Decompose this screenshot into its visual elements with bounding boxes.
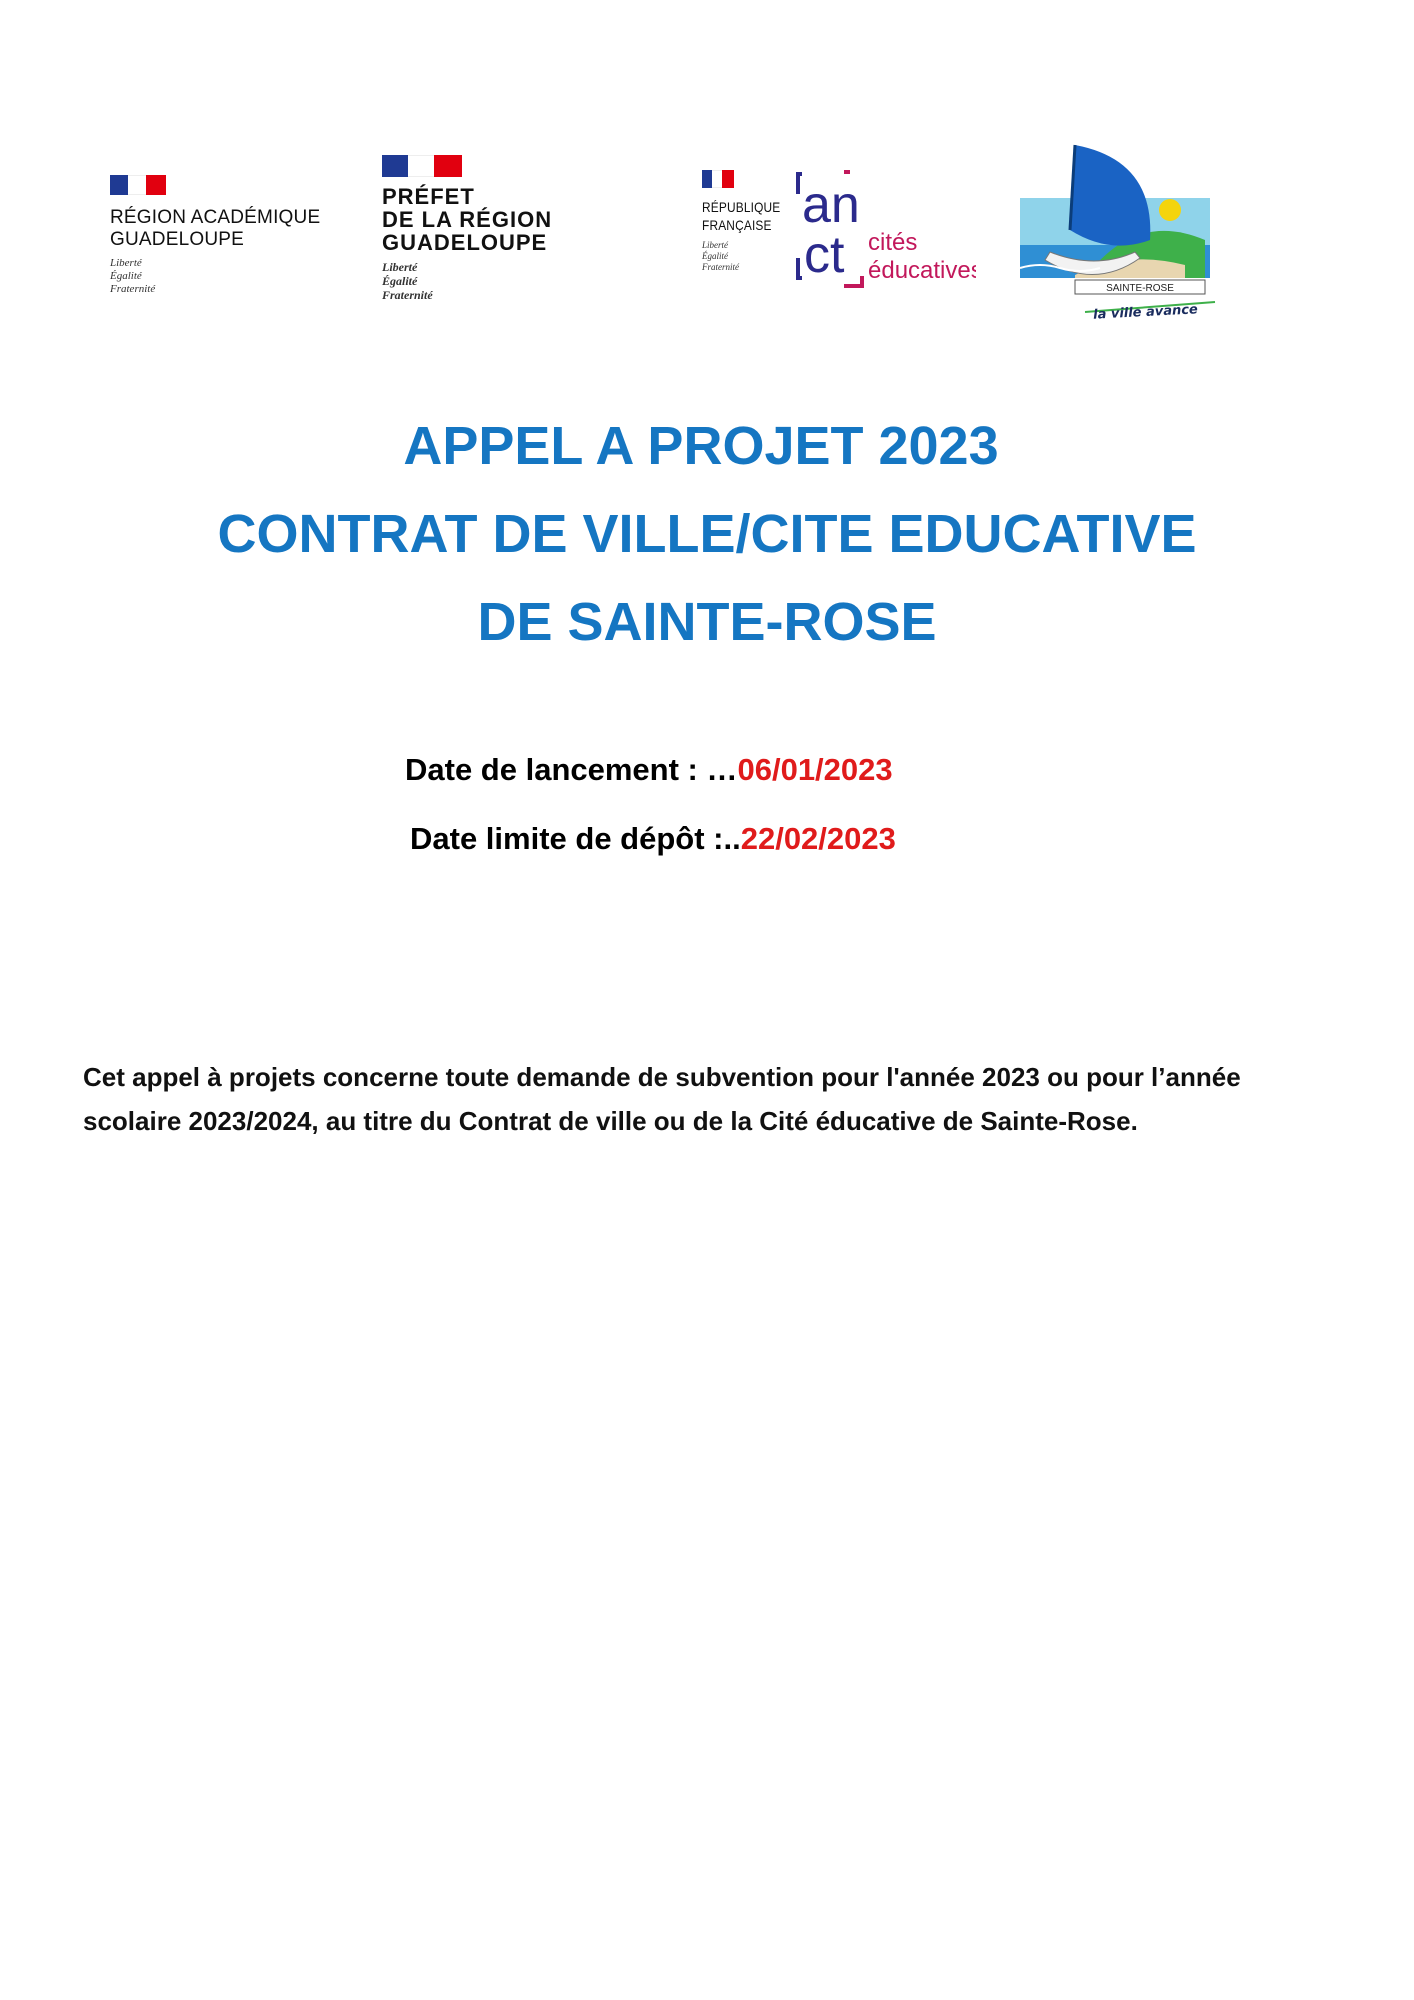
logo-republique-francaise bbox=[702, 170, 782, 300]
title-line-3: DE SAINTE-ROSE bbox=[477, 592, 937, 652]
sainte-rose-banner-text: SAINTE-ROSE bbox=[1106, 283, 1174, 294]
logo-prefet-title-2: DE LA RÉGION bbox=[382, 207, 553, 232]
logo-anct-cites-educatives bbox=[796, 168, 976, 298]
launch-date-value: 06/01/2023 bbox=[737, 752, 893, 787]
logo-prefet-title-1: PRÉFET bbox=[382, 184, 475, 209]
logo-region-motto-1: Liberté bbox=[110, 257, 142, 269]
logo-region-motto-2: Égalité bbox=[110, 270, 142, 282]
logo-region-title-2: GUADELOUPE bbox=[110, 229, 244, 250]
logo-rf-motto-3: Fraternité bbox=[702, 262, 739, 272]
anct-text-1: cités bbox=[868, 229, 918, 256]
logo-rf-title-1: RÉPUBLIQUE bbox=[702, 199, 781, 215]
anct-mark-icon bbox=[796, 168, 976, 298]
deadline-date-label: Date limite de dépôt :.. bbox=[410, 821, 741, 856]
logo-prefet bbox=[382, 155, 612, 305]
anct-mark-top: an bbox=[802, 176, 860, 234]
logo-region-motto-3: Fraternité bbox=[110, 283, 156, 295]
french-flag-icon bbox=[382, 155, 462, 177]
logo-prefet-motto-1: Liberté bbox=[382, 260, 418, 274]
logo-sainte-rose bbox=[1015, 140, 1245, 325]
french-flag-icon bbox=[110, 175, 166, 195]
logo-region-academique bbox=[110, 175, 340, 305]
logo-region-title-1: RÉGION ACADÉMIQUE bbox=[110, 207, 321, 228]
anct-text-2: éducatives bbox=[868, 257, 976, 284]
launch-date bbox=[405, 752, 893, 788]
french-flag-icon bbox=[702, 170, 734, 188]
deadline-date bbox=[410, 821, 896, 857]
sainte-rose-emblem-icon bbox=[1015, 140, 1245, 325]
anct-mark-bottom: ct bbox=[804, 226, 845, 284]
logo-prefet-title-3: GUADELOUPE bbox=[382, 230, 548, 255]
intro-paragraph: Cet appel à projets concerne toute demande de subvention pour l'année 2023 ou pour l’année scolaire 2023/2024, au titre du Contrat de ville ou de la Cité éducative de Sainte-Rose. bbox=[83, 1062, 1241, 1136]
title-line-2: CONTRAT DE VILLE/CITE EDUCATIVE bbox=[217, 504, 1197, 564]
title-line-1: APPEL A PROJET 2023 bbox=[403, 416, 999, 476]
logo-rf-title-2: FRANÇAISE bbox=[702, 217, 772, 233]
logo-prefet-motto-3: Fraternité bbox=[382, 288, 433, 302]
logo-rf-motto-2: Égalité bbox=[702, 251, 728, 261]
logo-rf-motto-1: Liberté bbox=[702, 240, 728, 250]
sainte-rose-slogan: la ville avance bbox=[1092, 302, 1199, 323]
deadline-date-value: 22/02/2023 bbox=[740, 821, 896, 856]
logo-prefet-motto-2: Égalité bbox=[382, 274, 418, 288]
document-title bbox=[0, 402, 1414, 666]
launch-date-label: Date de lancement : … bbox=[405, 752, 738, 787]
